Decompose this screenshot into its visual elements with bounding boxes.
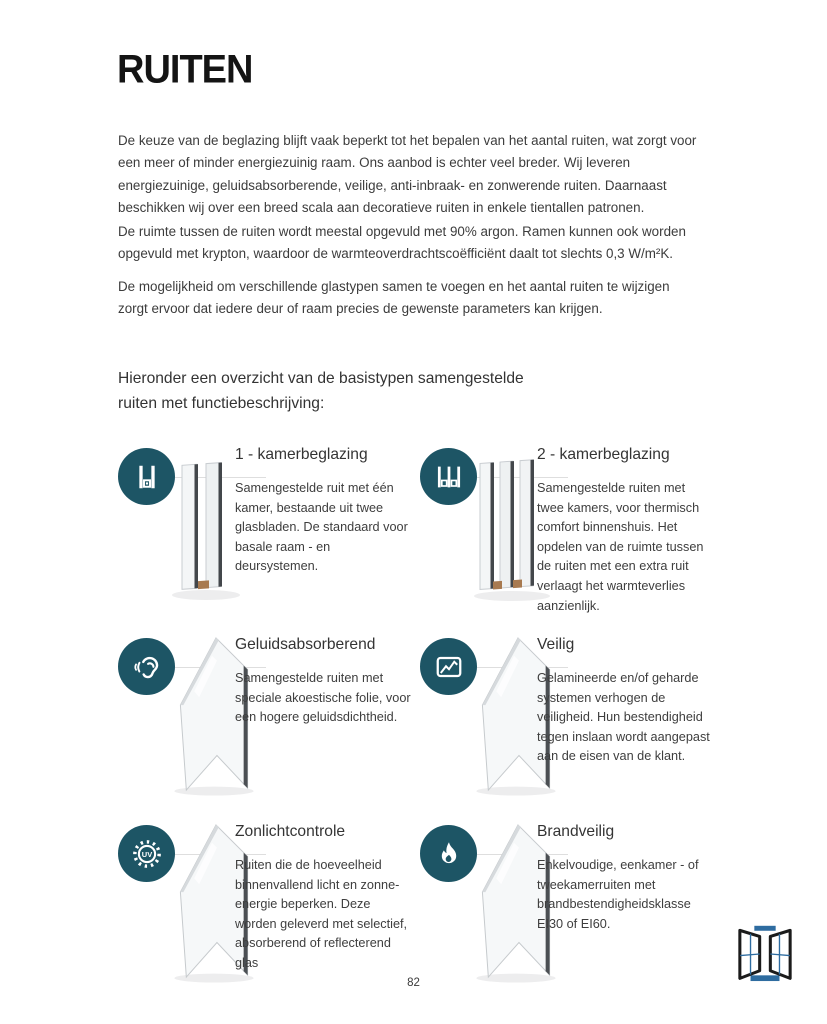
ear-sound-icon — [118, 638, 175, 695]
page-number: 82 — [407, 977, 420, 989]
glazing-item-description: Samengestelde ruit met één kamer, bestaande uit twee glasbladen. De standaard voor basale raam - en deursystemen. — [235, 481, 408, 574]
glazing-item-1-kamer — [118, 440, 410, 626]
glazing-item-description: Enkelvoudige, eenkamer - of tweekamerruiten met brandbestendigheidsklasse EI30 of EI60. — [537, 858, 699, 931]
glazing-item-zonlichtcontrole — [118, 817, 410, 1003]
intro-paragraph-2: De ruimte tussen de ruiten wordt meestal opgevuld met 90% argon. Ramen kunnen ook worden opgevuld met krypton, waardoor de warmteoverdrachtscoëfficiënt daalt tot slechts 0,3 W/m²K. — [118, 224, 686, 262]
svg-text:UV: UV — [141, 849, 152, 859]
single-chamber-glazing-icon — [118, 448, 175, 505]
glazing-item-veilig — [420, 630, 712, 816]
glazing-item-title: Geluidsabsorberend — [235, 636, 376, 653]
intro-paragraph-1: De keuze van de beglazing blijft vaak beperkt tot het bepalen van het aantal ruiten, wat zorgt voor een meer of minder energiezuinig raam. Ons aanbod is echter veel breder. Wij leveren energiezuinige, geluidsabsorberende, veilige, anti-inbraak- en zonwerende ruiten. Daarnaast beschikken wij over een breed scala aan decoratieve ruiten in enkele tientallen patronen. — [118, 133, 697, 216]
intro-paragraph-3: De mogelijkheid om verschillende glastypen samen te voegen en het aantal ruiten te wijzigen zorgt ervoor dat iedere deur of raam precies de gewenste parameters kan krijgen. — [118, 279, 670, 317]
glazing-item-2-kamer — [420, 440, 712, 626]
glazing-item-title: 1 - kamerbeglazing — [235, 446, 368, 463]
glazing-item-description: Ruiten die de hoeveelheid binnenvallend licht en zonne- energie beperken. Deze worden geleverd met selectief, absorberend of reflecterend glas — [235, 858, 408, 970]
page-title: RUITEN — [117, 48, 253, 92]
cracked-glass-icon — [420, 638, 477, 695]
glazing-item-title: 2 - kamerbeglazing — [537, 446, 670, 463]
glazing-item-description: Samengestelde ruiten met speciale akoestische folie, voor een hogere geluidsdichtheid. — [235, 671, 411, 725]
glazing-item-title: Veilig — [537, 636, 575, 653]
double-chamber-glazing-icon — [420, 448, 477, 505]
glazing-item-description: Samengestelde ruiten met twee kamers, voor thermisch comfort binnenshuis. Het opdelen van de ruimte tussen de ruiten met een extra ruit verlaagt het warmteverlies aanzienlijk. — [537, 481, 704, 613]
open-window-logo — [733, 922, 797, 986]
flame-icon — [420, 825, 477, 882]
overview-heading: Hieronder een overzicht van de basistypen samengestelde ruiten met functiebeschrijving: — [118, 370, 524, 412]
glazing-item-description: Gelamineerde en/of geharde systemen verhogen de veiligheid. Hun bestendigheid tegen inslaan wordt aangepast aan de eisen van de klant. — [537, 671, 710, 764]
uv-sun-icon — [118, 825, 175, 882]
glazing-item-brandveilig — [420, 817, 712, 1003]
glazing-item-title: Zonlichtcontrole — [235, 823, 346, 840]
glazing-item-title: Brandveilig — [537, 823, 615, 840]
glazing-item-geluidsabsorberend — [118, 630, 410, 816]
